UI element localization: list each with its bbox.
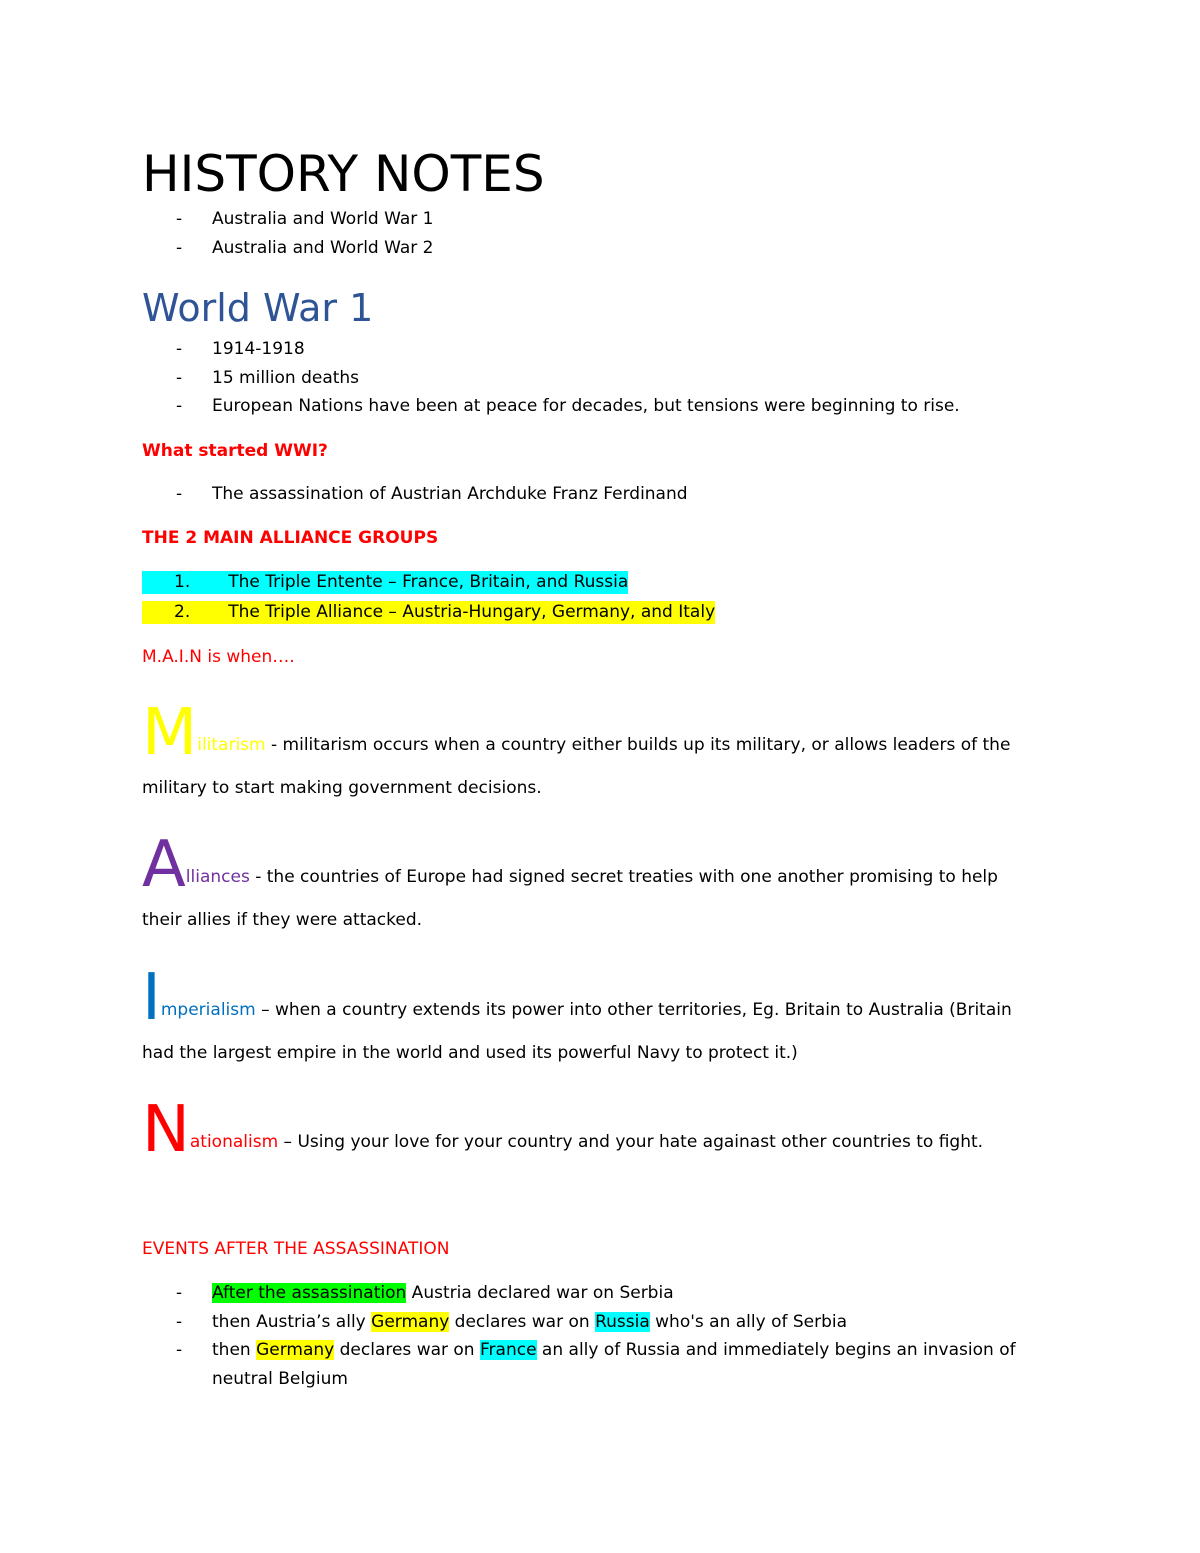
list-item: - After the assassination Austria declared war on Serbia [176,1283,674,1303]
intro-bullet-list [142,205,433,262]
highlight: 2. The Triple Alliance – Austria-Hungary, Germany, and Italy [142,601,715,624]
term-description: – when a country extends its power into other territories, Eg. Britain to Australia (Britain [255,1000,1012,1020]
list-item: - European Nations have been at peace for decades, but tensions were beginning to rise. [176,396,960,416]
list-item-continuation: neutral Belgium [212,1368,348,1389]
ww1-bullet-list [142,335,960,421]
nationalism-line [142,1093,984,1167]
list-item: - The assassination of Austrian Archduke Franz Ferdinand [176,484,688,504]
term: mperialism [160,1000,256,1020]
alliances-numbered-list [142,568,715,628]
list-item: - Australia and World War 2 [176,237,434,258]
initial-letter: I [142,961,161,1035]
list-item: - Australia and World War 1 [176,209,434,229]
highlight: 1. The Triple Entente – France, Britain, and Russia [142,571,628,594]
initial-letter: A [142,828,186,902]
term-description: - the countries of Europe had signed secret treaties with one another promising to help [249,867,998,887]
events-bullet-list [142,1279,1016,1393]
militarism-line-2: military to start making government decisions. [142,778,542,798]
document-title: HISTORY NOTES [142,145,545,203]
what-started-list [142,480,688,509]
events-heading: EVENTS AFTER THE ASSASSINATION [142,1239,450,1259]
term: ationalism [189,1132,279,1152]
highlight: France [480,1340,537,1360]
alliances-line [142,828,998,902]
term: lliances [185,867,250,887]
list-item [142,598,715,628]
list-item: - 15 million deaths [176,367,360,388]
term-description: - militarism occurs when a country either builds up its military, or allows leaders of the [265,735,1011,755]
list-item: - then Germany declares war on France an ally of Russia and immediately begins an invasion of [176,1340,1016,1360]
list-item: - then Austria’s ally Germany declares war on Russia who's an ally of Serbia [176,1311,848,1332]
militarism-line [142,696,1011,770]
list-item [142,568,715,598]
imperialism-line-2: had the largest empire in the world and used its powerful Navy to protect it.) [142,1043,798,1063]
main-intro: M.A.I.N is when…. [142,647,295,667]
initial-letter: M [142,696,198,770]
alliances-heading: THE 2 MAIN ALLIANCE GROUPS [142,528,439,548]
ww1-heading: World War 1 [142,286,374,330]
alliances-line-2: their allies if they were attacked. [142,910,423,930]
highlight: Germany [371,1311,450,1332]
highlight: Germany [256,1340,335,1360]
what-started-heading: What started WWI? [142,441,328,461]
list-item: - 1914-1918 [176,339,305,359]
term: ilitarism [197,735,266,755]
initial-letter: N [142,1093,190,1167]
highlight: After the assassination [212,1283,407,1303]
term-description: – Using your love for your country and your hate againast other countries to fight. [278,1132,984,1152]
imperialism-line [142,961,1012,1035]
highlight: Russia [595,1311,650,1332]
